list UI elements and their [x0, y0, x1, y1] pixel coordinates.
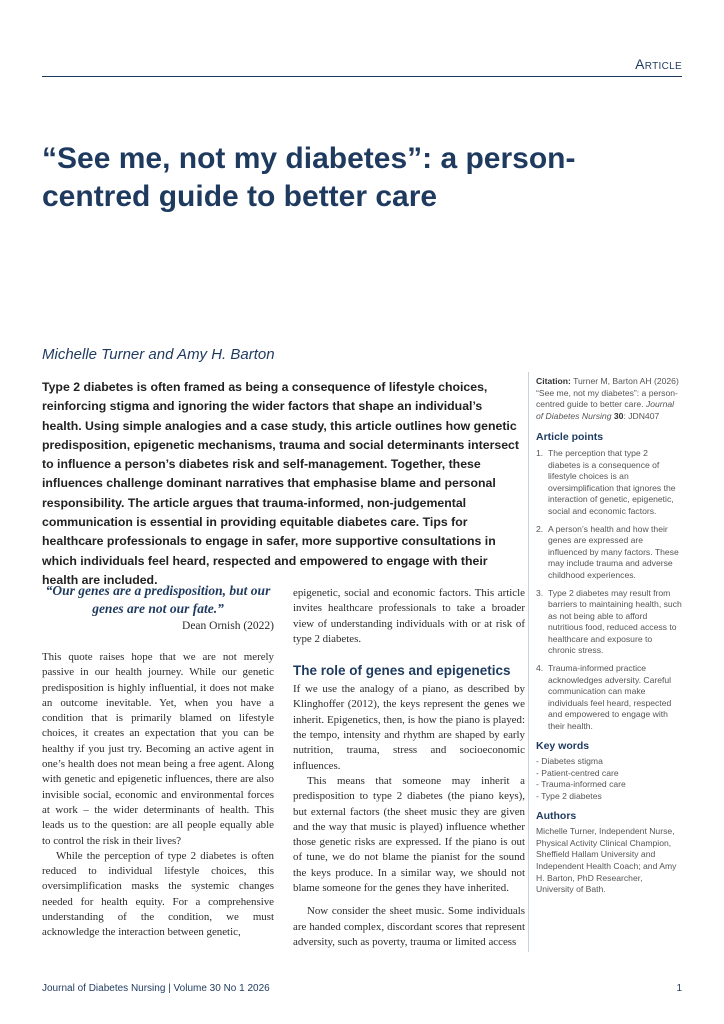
section-label: Article [635, 56, 682, 72]
point-text: The perception that type 2 diabetes is a consequence of lifestyle choices is an oversimplification that ignores the interaction of genetic, epigenetic, social and economic factors. [548, 447, 676, 516]
citation [536, 376, 682, 422]
article-point [536, 524, 682, 582]
point-number: 3. [536, 587, 544, 598]
article-abstract: Type 2 diabetes is often framed as being a consequence of lifestyle choices, reinforcing stigma and ignoring the wider factors that shape an individual’s health. Using simple analogies and a case study, this article outlines how genetic predisposition, epigenetic mechanisms, trauma and social determinants intersect to influence a person’s diabetes risk and self-management. Together, these influences challenge dominant narratives that emphasise blame and personal responsibility. The article argues that trauma-informed, non-judgemental communication is essential in providing equitable diabetes care. Tips for healthcare professionals to engage in safer, more supportive consultations in which individuals feel heard, respected and empowered to engage with their health are included. [42, 380, 519, 587]
citation-id: : JDN407 [623, 410, 660, 421]
body-paragraph: This quote raises hope that we are not merely passive in our health journey. While our genetic predisposition is highly influential, it does not make an outcome inevitable. Yet, when you have a condition that is primarily blamed on lifestyle choices, it creates an expectation that you can be healthy if you just try. Becoming an active agent in one’s health does not mean being a free agent. Along with genetic and epigenetic influences, there are also invisible social, economic and environmental forces at work – the wider determinants of health. This leads us to the question: are all people equally able to control the risk in their lives? [42, 651, 274, 847]
header-rule [42, 76, 682, 77]
authors-heading: Authors [536, 809, 577, 822]
authors-affiliations: Michelle Turner, Independent Nurse, Physical Activity Clinical Champion, Sheffield Hallam University and Independent Health Coach; and Amy H. Barton, PhD Researcher, University of Bath. [536, 826, 677, 895]
point-number: 4. [536, 663, 544, 674]
article-authors: Michelle Turner and Amy H. Barton [42, 346, 275, 363]
citation-journal: Journal of Diabetes Nursing [536, 399, 675, 421]
sidebar [536, 376, 682, 896]
footer-journal: Journal of Diabetes Nursing | Volume 30 No 1 2026 [42, 983, 270, 994]
section-heading: The role of genes and epigenetics [293, 663, 511, 679]
citation-text: Turner M, Barton AH (2026) “See me, not my diabetes”: a person-centred guide to better care. [536, 376, 679, 410]
point-text: Trauma-informed practice acknowledges adversity. Careful communication can make individuals feel heard, respected and empowered to engage with their health. [548, 663, 672, 732]
body-paragraph: While the perception of type 2 diabetes is often reduced to individual lifestyle choices, this oversimplification masks the systemic changes needed for health equity. For a comprehensive understanding of the condition, we must acknowledge the interaction between genetic, [42, 849, 274, 939]
body-paragraph: This means that someone may inherit a predisposition to type 2 diabetes (the piano keys), but external factors (the sheet music they are given and the way that music is played) influence whether those genetic risks are expressed. If the piano is out of tune, we do not blame the pianist for the sound the keys produce. In a similar way, we should not blame someone for the genes they have inherited. [293, 774, 525, 895]
citation-label: Citation: [536, 376, 571, 386]
pull-quote: “Our genes are a predisposition, but our genes are not our fate.” [45, 583, 271, 616]
body-column-middle [293, 586, 525, 950]
article-title: “See me, not my diabetes”: a person-centred guide to better care [42, 142, 576, 213]
body-paragraph: epigenetic, social and economic factors. This article invites healthcare professionals to take a broader view of understanding individuals with or at risk of type 2 diabetes. [293, 587, 525, 645]
article-point [536, 588, 682, 658]
citation-volume: 30 [613, 410, 624, 421]
point-text: Type 2 diabetes may result from barriers to maintaining health, such as not being able to afford nutritious food, reduced access to healthcare and exposure to chronic stress. [548, 587, 682, 656]
page-number: 1 [676, 983, 682, 994]
pull-quote-attribution: Dean Ornish (2022) [182, 620, 274, 632]
point-number: 1. [536, 447, 544, 458]
keyword-item: - Trauma-informed care [536, 779, 626, 790]
keyword-item: - Type 2 diabetes [536, 791, 602, 801]
keyword-item: - Diabetes stigma [536, 756, 603, 767]
keyword-item: - Patient-centred care [536, 767, 619, 778]
point-number: 2. [536, 523, 544, 534]
article-point [536, 663, 682, 733]
article-point [536, 448, 682, 518]
article-points-heading: Article points [536, 431, 604, 444]
body-column-left [42, 582, 274, 941]
point-text: A person’s health and how their genes are expressed are influenced by many factors. These may include trauma and adverse childhood experiences. [548, 523, 679, 580]
keywords-list [536, 756, 682, 802]
body-paragraph: Now consider the sheet music. Some individuals are handed complex, discordant scores that represent adversity, such as poverty, trauma or limited access [293, 905, 525, 948]
sidebar-divider [528, 372, 529, 952]
body-paragraph: If we use the analogy of a piano, as described by Klinghoffer (2012), the keys represent the genes we inherit. Epigenetics, then, is how the piano is played: the tempo, intensity and rhythm are shaped by early nutrition, trauma, stress and socioeconomic influences. [293, 683, 525, 772]
keywords-heading: Key words [536, 739, 590, 752]
article-points-list [536, 448, 682, 733]
